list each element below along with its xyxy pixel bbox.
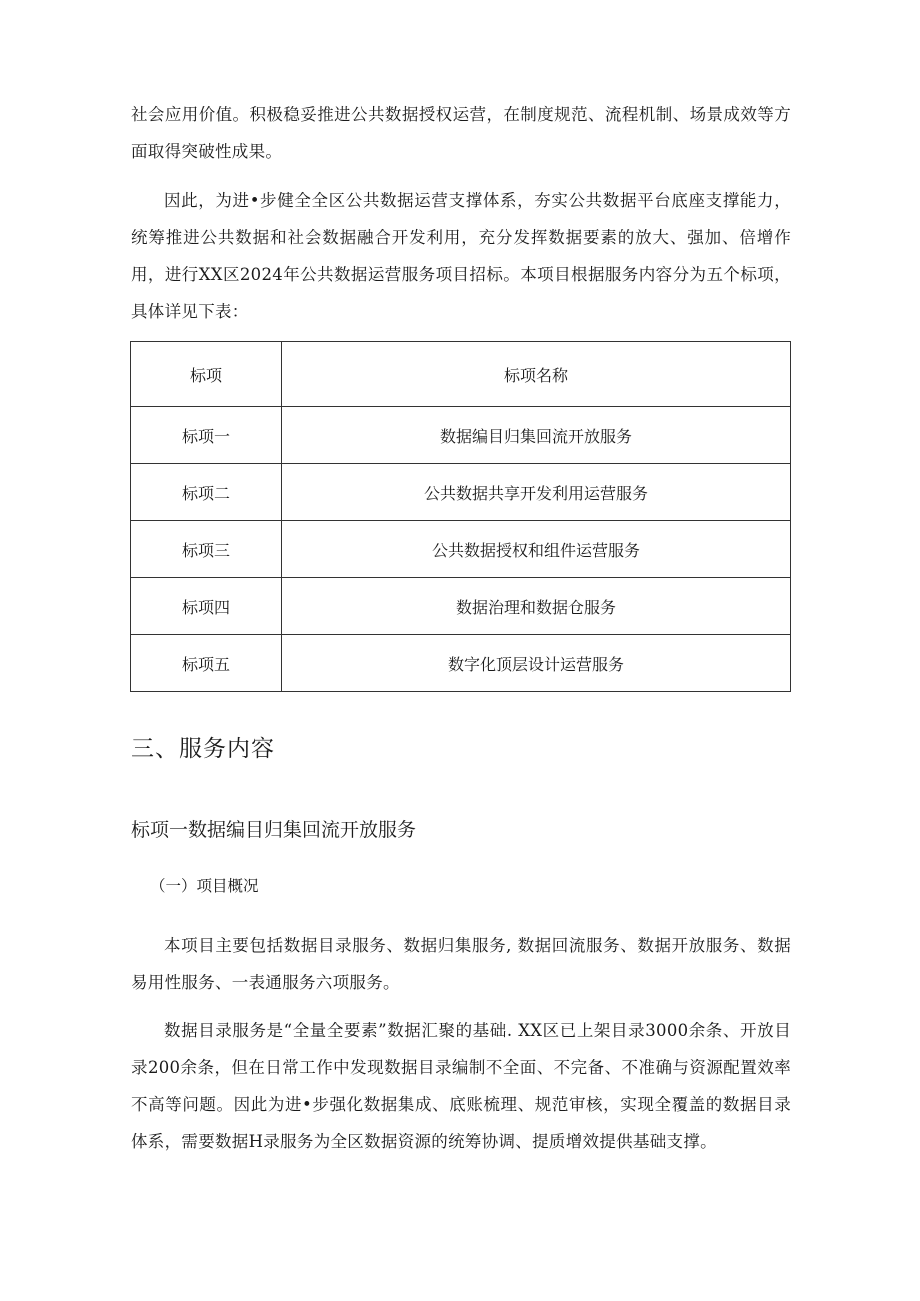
table-cell: 数据治理和数据仓服务 bbox=[282, 578, 791, 635]
sub-item-heading: （一）项目概况 bbox=[150, 877, 259, 895]
table-cell: 公共数据共享开发利用运营服务 bbox=[282, 464, 791, 521]
subsection-heading: 标项一数据编目归集回流开放服务 bbox=[131, 819, 417, 841]
table-cell: 数字化顶层设计运营服务 bbox=[282, 635, 791, 692]
section-heading: 三、服务内容 bbox=[131, 736, 275, 762]
table-cell: 数据编目归集回流开放服务 bbox=[282, 407, 791, 464]
table-cell: 标项四 bbox=[131, 578, 282, 635]
table-row bbox=[131, 464, 791, 521]
intro-paragraph-1: 社会应用价值。积极稳妥推进公共数据授权运营，在制度规范、流程机制、场景成效等方面取得突破性成果。 bbox=[131, 105, 791, 161]
table-cell: 标项五 bbox=[131, 635, 282, 692]
table-cell: 标项二 bbox=[131, 464, 282, 521]
overview-paragraph-2: 数据目录服务是“全量全要素”数据汇聚的基础. XX区已上架目录3000余条、开放目录200余条，但在日常工作中发现数据目录编制不全面、不完备、不准确与资源配置效率不高等问题。因此为进•步强化数据集成、底账梳理、规范审核，实现全覆盖的数据目录体系，需要数据H录服务为全区数据资源的统筹协调、提质增效提供基础支撑。 bbox=[131, 1021, 791, 1151]
bid-sections-table bbox=[130, 341, 791, 692]
table-row bbox=[131, 635, 791, 692]
table-cell: 标项三 bbox=[131, 521, 282, 578]
table-cell: 标项一 bbox=[131, 407, 282, 464]
table-header-cell: 标项 bbox=[131, 342, 282, 407]
table-cell: 公共数据授权和组件运营服务 bbox=[282, 521, 791, 578]
table-row bbox=[131, 407, 791, 464]
table-row bbox=[131, 578, 791, 635]
overview-paragraph-1: 本项目主要包括数据目录服务、数据归集服务, 数据回流服务、数据开放服务、数据易用性服务、一表通服务六项服务。 bbox=[131, 936, 791, 992]
table-header-row bbox=[131, 342, 791, 407]
intro-paragraph-2: 因此，为进•步健全全区公共数据运营支撑体系，夯实公共数据平台底座支撑能力，统筹推进公共数据和社会数据融合开发利用，充分发挥数据要素的放大、强加、倍增作用，进行XX区2024年公共数据运营服务项目招标。本项目根据服务内容分为五个标项，具体详见下表： bbox=[131, 191, 791, 321]
table-row bbox=[131, 521, 791, 578]
table-header-cell: 标项名称 bbox=[282, 342, 791, 407]
